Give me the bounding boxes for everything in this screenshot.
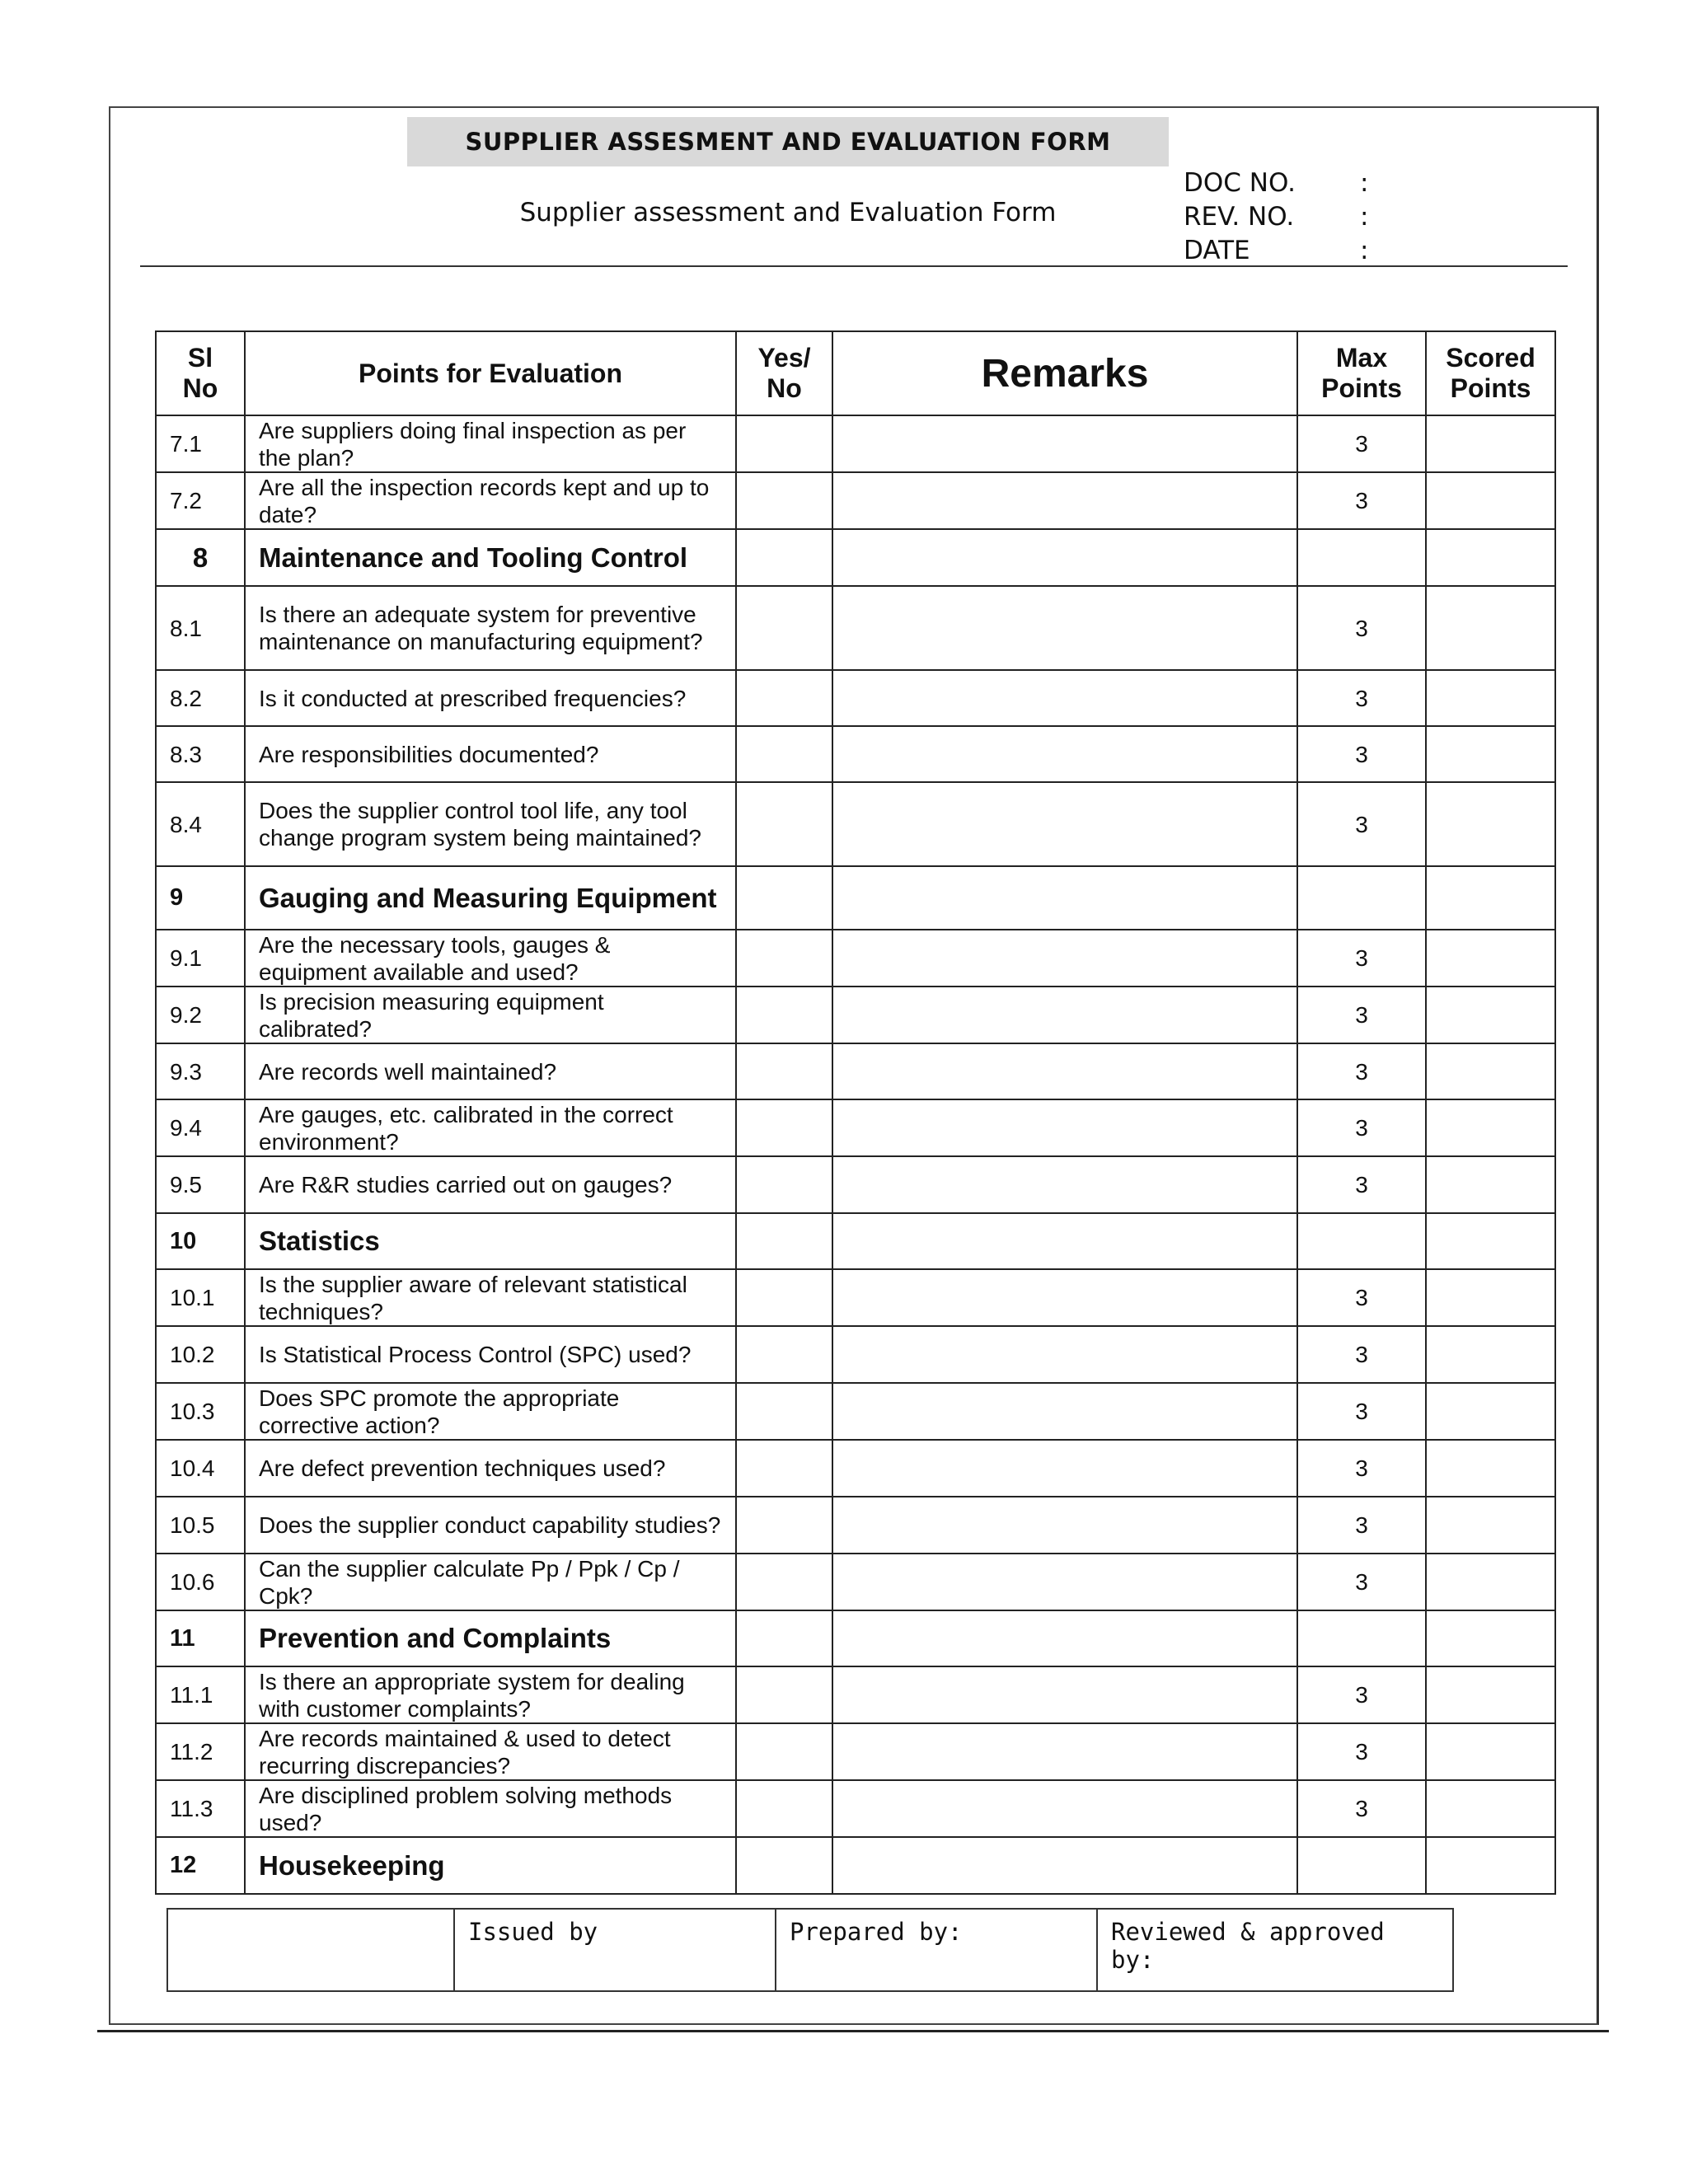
row-question: Are records well maintained? (245, 1043, 736, 1099)
row-question: Are responsibilities documented? (245, 726, 736, 782)
row-question: Are R&R studies carried out on gauges? (245, 1156, 736, 1213)
row-number: 11.1 (156, 1666, 245, 1723)
table-row (156, 930, 1555, 987)
row-question: Is precision measuring equipment calibrated? (245, 987, 736, 1043)
row-question: Is Statistical Process Control (SPC) used? (245, 1326, 736, 1383)
row-number: 10.1 (156, 1269, 245, 1326)
remarks-cell[interactable] (832, 1326, 1297, 1383)
yes-no-cell[interactable] (736, 726, 832, 782)
row-number: 9.5 (156, 1156, 245, 1213)
max-points-cell (1297, 1610, 1426, 1666)
yes-no-cell (736, 1213, 832, 1269)
yes-no-cell[interactable] (736, 1723, 832, 1780)
section-number: 9 (156, 866, 245, 930)
yes-no-cell[interactable] (736, 1326, 832, 1383)
scored-points-cell[interactable] (1426, 782, 1555, 866)
table-row (156, 1326, 1555, 1383)
remarks-cell (832, 866, 1297, 930)
yes-no-cell[interactable] (736, 1780, 832, 1837)
col-yes-no: Yes/ No (736, 331, 832, 415)
remarks-cell[interactable] (832, 670, 1297, 726)
remarks-cell[interactable] (832, 987, 1297, 1043)
row-question: Are records maintained & used to detect recurring discrepancies? (245, 1723, 736, 1780)
scored-points-cell (1426, 1610, 1555, 1666)
max-points-cell: 3 (1297, 726, 1426, 782)
remarks-cell[interactable] (832, 1383, 1297, 1440)
document-meta (1184, 166, 1368, 268)
max-points-cell: 3 (1297, 1269, 1426, 1326)
scored-points-cell[interactable] (1426, 586, 1555, 670)
yes-no-cell[interactable] (736, 472, 832, 529)
yes-no-cell[interactable] (736, 1666, 832, 1723)
yes-no-cell[interactable] (736, 1043, 832, 1099)
signoff-blank-cell (167, 1909, 454, 1991)
yes-no-cell[interactable] (736, 1497, 832, 1554)
remarks-cell[interactable] (832, 1440, 1297, 1497)
remarks-cell (832, 1213, 1297, 1269)
col-sl-no: Sl No (156, 331, 245, 415)
row-number: 8.2 (156, 670, 245, 726)
scored-points-cell[interactable] (1426, 726, 1555, 782)
section-number: 11 (156, 1610, 245, 1666)
max-points-cell: 3 (1297, 1326, 1426, 1383)
row-number: 11.2 (156, 1723, 245, 1780)
table-row (156, 726, 1555, 782)
scored-points-cell[interactable] (1426, 1554, 1555, 1610)
table-header-row (156, 331, 1555, 415)
scored-points-cell (1426, 1213, 1555, 1269)
max-points-cell: 3 (1297, 1383, 1426, 1440)
row-question: Is it conducted at prescribed frequencies? (245, 670, 736, 726)
remarks-cell[interactable] (832, 1497, 1297, 1554)
remarks-cell[interactable] (832, 586, 1297, 670)
row-number: 7.2 (156, 472, 245, 529)
row-question: Are suppliers doing final inspection as per the plan? (245, 415, 736, 472)
prepared-by-label: Prepared by: (790, 1918, 963, 1946)
col-scored-points: Scored Points (1426, 331, 1555, 415)
max-points-cell (1297, 1213, 1426, 1269)
remarks-cell[interactable] (832, 1666, 1297, 1723)
max-points-cell: 3 (1297, 586, 1426, 670)
max-points-cell: 3 (1297, 782, 1426, 866)
max-points-cell: 3 (1297, 930, 1426, 987)
remarks-cell[interactable] (832, 782, 1297, 866)
table-row (156, 1780, 1555, 1837)
issued-by-label: Issued by (468, 1918, 598, 1946)
max-points-cell (1297, 1837, 1426, 1894)
section-row (156, 866, 1555, 930)
scored-points-cell (1426, 1837, 1555, 1894)
max-points-cell (1297, 866, 1426, 930)
issued-by-field[interactable] (454, 1909, 776, 1991)
row-question: Are disciplined problem solving methods used? (245, 1780, 736, 1837)
remarks-cell[interactable] (832, 1269, 1297, 1326)
scored-points-cell[interactable] (1426, 1269, 1555, 1326)
row-question: Does the supplier conduct capability studies? (245, 1497, 736, 1554)
section-title: Gauging and Measuring Equipment (245, 866, 736, 930)
section-row (156, 1837, 1555, 1894)
scored-points-cell[interactable] (1426, 415, 1555, 472)
signoff-table (166, 1908, 1454, 1992)
rev-no-sep: : (1360, 202, 1369, 232)
header-divider (140, 265, 1568, 267)
yes-no-cell[interactable] (736, 782, 832, 866)
remarks-cell (832, 1837, 1297, 1894)
table-row (156, 1043, 1555, 1099)
doc-no-row (1184, 166, 1368, 200)
rev-no-label: REV. NO. (1184, 202, 1295, 232)
row-question: Are all the inspection records kept and up to date? (245, 472, 736, 529)
table-row (156, 1554, 1555, 1610)
table-row (156, 1666, 1555, 1723)
yes-no-cell (736, 1837, 832, 1894)
scored-points-cell[interactable] (1426, 1326, 1555, 1383)
yes-no-cell[interactable] (736, 1383, 832, 1440)
scored-points-cell[interactable] (1426, 987, 1555, 1043)
remarks-cell[interactable] (832, 1780, 1297, 1837)
section-title: Maintenance and Tooling Control (245, 529, 736, 586)
date-label: DATE (1184, 236, 1250, 265)
table-row (156, 987, 1555, 1043)
table-row (156, 472, 1555, 529)
row-question: Is the supplier aware of relevant statistical techniques? (245, 1269, 736, 1326)
scored-points-cell (1426, 866, 1555, 930)
table-row (156, 1497, 1555, 1554)
table-row (156, 586, 1555, 670)
row-question: Is there an adequate system for preventive maintenance on manufacturing equipment? (245, 586, 736, 670)
reviewed-by-field[interactable] (1097, 1909, 1453, 1991)
section-row (156, 529, 1555, 586)
row-number: 9.4 (156, 1099, 245, 1156)
form-subtitle: Supplier assessment and Evaluation Form (519, 198, 1057, 227)
table-row (156, 782, 1555, 866)
doc-no-sep: : (1360, 168, 1369, 198)
remarks-cell[interactable] (832, 930, 1297, 987)
scored-points-cell[interactable] (1426, 1099, 1555, 1156)
yes-no-cell[interactable] (736, 1099, 832, 1156)
table-row (156, 415, 1555, 472)
yes-no-cell (736, 529, 832, 586)
remarks-cell[interactable] (832, 726, 1297, 782)
scored-points-cell[interactable] (1426, 1383, 1555, 1440)
row-number: 10.3 (156, 1383, 245, 1440)
max-points-cell: 3 (1297, 987, 1426, 1043)
yes-no-cell[interactable] (736, 586, 832, 670)
remarks-cell[interactable] (832, 415, 1297, 472)
yes-no-cell (736, 866, 832, 930)
max-points-cell: 3 (1297, 1497, 1426, 1554)
row-question: Is there an appropriate system for dealing with customer complaints? (245, 1666, 736, 1723)
remarks-cell[interactable] (832, 1723, 1297, 1780)
max-points-cell: 3 (1297, 1780, 1426, 1837)
row-number: 10.2 (156, 1326, 245, 1383)
evaluation-table (155, 330, 1556, 1895)
rev-no-row (1184, 200, 1368, 234)
row-number: 8.3 (156, 726, 245, 782)
yes-no-cell[interactable] (736, 1554, 832, 1610)
section-row (156, 1610, 1555, 1666)
row-question: Does the supplier control tool life, any tool change program system being maintained? (245, 782, 736, 866)
row-number: 10.6 (156, 1554, 245, 1610)
table-row (156, 670, 1555, 726)
section-number: 12 (156, 1837, 245, 1894)
yes-no-cell[interactable] (736, 930, 832, 987)
row-question: Does SPC promote the appropriate corrective action? (245, 1383, 736, 1440)
remarks-cell[interactable] (832, 1156, 1297, 1213)
col-max-points: Max Points (1297, 331, 1426, 415)
section-row (156, 1213, 1555, 1269)
remarks-cell[interactable] (832, 1554, 1297, 1610)
form-title: SUPPLIER ASSESMENT AND EVALUATION FORM (407, 117, 1169, 166)
row-question: Are gauges, etc. calibrated in the correct environment? (245, 1099, 736, 1156)
scored-points-cell[interactable] (1426, 1043, 1555, 1099)
table-row (156, 1099, 1555, 1156)
row-number: 11.3 (156, 1780, 245, 1837)
scored-points-cell[interactable] (1426, 1666, 1555, 1723)
scored-points-cell[interactable] (1426, 1156, 1555, 1213)
max-points-cell: 3 (1297, 1099, 1426, 1156)
remarks-cell[interactable] (832, 1043, 1297, 1099)
table-row (156, 1269, 1555, 1326)
max-points-cell: 3 (1297, 1043, 1426, 1099)
scored-points-cell[interactable] (1426, 1723, 1555, 1780)
scored-points-cell[interactable] (1426, 1780, 1555, 1837)
max-points-cell: 3 (1297, 472, 1426, 529)
remarks-cell[interactable] (832, 1099, 1297, 1156)
doc-no-label: DOC NO. (1184, 168, 1296, 198)
yes-no-cell[interactable] (736, 987, 832, 1043)
row-number: 8.1 (156, 586, 245, 670)
max-points-cell: 3 (1297, 670, 1426, 726)
bottom-rule (97, 2030, 1609, 2032)
col-points: Points for Evaluation (245, 331, 736, 415)
row-number: 9.1 (156, 930, 245, 987)
row-number: 10.4 (156, 1440, 245, 1497)
row-number: 9.2 (156, 987, 245, 1043)
section-number: 8 (156, 529, 245, 586)
table-row (156, 1723, 1555, 1780)
remarks-cell[interactable] (832, 472, 1297, 529)
row-question: Can the supplier calculate Pp / Ppk / Cp / Cpk? (245, 1554, 736, 1610)
date-row (1184, 234, 1368, 268)
scored-points-cell[interactable] (1426, 930, 1555, 987)
scored-points-cell[interactable] (1426, 670, 1555, 726)
date-sep: : (1360, 236, 1369, 265)
section-title: Statistics (245, 1213, 736, 1269)
table-row (156, 1156, 1555, 1213)
prepared-by-field[interactable] (776, 1909, 1097, 1991)
scored-points-cell (1426, 529, 1555, 586)
max-points-cell: 3 (1297, 1440, 1426, 1497)
table-row (156, 1383, 1555, 1440)
yes-no-cell[interactable] (736, 1269, 832, 1326)
section-title: Housekeeping (245, 1837, 736, 1894)
max-points-cell: 3 (1297, 1666, 1426, 1723)
yes-no-cell[interactable] (736, 1156, 832, 1213)
scored-points-cell[interactable] (1426, 1497, 1555, 1554)
row-number: 9.3 (156, 1043, 245, 1099)
max-points-cell: 3 (1297, 1554, 1426, 1610)
table-row (156, 1440, 1555, 1497)
row-question: Are the necessary tools, gauges & equipment available and used? (245, 930, 736, 987)
col-remarks: Remarks (832, 331, 1297, 415)
row-question: Are defect prevention techniques used? (245, 1440, 736, 1497)
section-number: 10 (156, 1213, 245, 1269)
row-number: 10.5 (156, 1497, 245, 1554)
yes-no-cell[interactable] (736, 670, 832, 726)
scored-points-cell[interactable] (1426, 1440, 1555, 1497)
max-points-cell: 3 (1297, 415, 1426, 472)
max-points-cell: 3 (1297, 1723, 1426, 1780)
yes-no-cell[interactable] (736, 1440, 832, 1497)
remarks-cell (832, 529, 1297, 586)
max-points-cell (1297, 529, 1426, 586)
reviewed-by-label: Reviewed & approved by: (1111, 1918, 1385, 1974)
row-number: 8.4 (156, 782, 245, 866)
remarks-cell (832, 1610, 1297, 1666)
max-points-cell: 3 (1297, 1156, 1426, 1213)
scored-points-cell[interactable] (1426, 472, 1555, 529)
section-title: Prevention and Complaints (245, 1610, 736, 1666)
row-number: 7.1 (156, 415, 245, 472)
yes-no-cell (736, 1610, 832, 1666)
yes-no-cell[interactable] (736, 415, 832, 472)
